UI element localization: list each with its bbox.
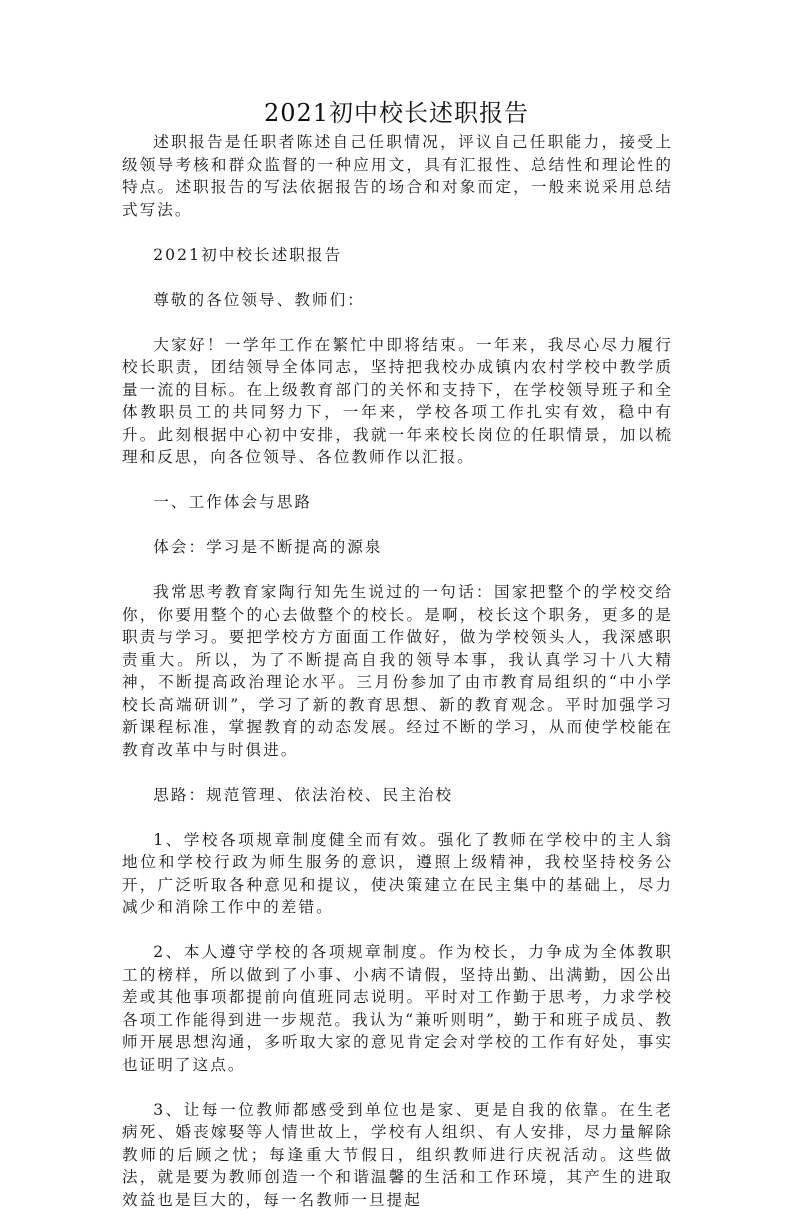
salutation: 尊敬的各位领导、教师们：: [122, 289, 673, 312]
point-2-paragraph: 2、本人遵守学校的各项规章制度。作为校长，力争成为全体教职工的榜样，所以做到了小事、小病不请假，坚持出勤、出满勤，因公出差或其他事项都提前向值班同志说明。平时对工作勤于思考，力求学校各项工作能得到进一步规范。我认为“兼听则明”，勤于和班子成员、教师开展思想沟通，多听取大家的意见肯定会对学校的工作有好处，事实也证明了这点。: [122, 941, 673, 1076]
intro-paragraph: 述职报告是任职者陈述自己任职情况，评议自己任职能力，接受上级领导考核和群众监督的一种应用文，具有汇报性、总结性和理论性的特点。述职报告的写法依据报告的场合和对象而定，一般来说采用总结式写法。: [122, 131, 673, 221]
point-1-paragraph: 1、学校各项规章制度健全而有效。强化了教师在学校中的主人翁地位和学校行政为师生服务的意识，遵照上级精神，我校坚持校务公开，广泛听取各种意见和提议，使决策建立在民主集中的基础上，尽力减少和消除工作中的差错。: [122, 829, 673, 919]
document-title: 2021初中校长述职报告: [0, 97, 793, 129]
section-heading-1: 一、工作体会与思路: [122, 491, 673, 514]
point-3-paragraph: 3、让每一位教师都感受到单位也是家、更是自我的依靠。在生老病死、婚丧嫁娶等人情世故上，学校有人组织、有人安排，尽力量解除教师的后顾之忧；每逢重大节假日，组织教师进行庆祝活动。这些做法，就是要为教师创造一个和谐温馨的生活和工作环境，其产生的进取效益也是巨大的，每一名教师一旦提起: [122, 1099, 673, 1211]
opening-paragraph: 大家好！一学年工作在繁忙中即将结束。一年来，我尽心尽力履行校长职责，团结领导全体同志，坚持把我校办成镇内农村学校中教学质量一流的目标。在上级教育部门的关怀和支持下，在学校领导班子和全体教职员工的共同努力下，一年来，学校各项工作扎实有效，稳中有升。此刻根据中心初中安排，我就一年来校长岗位的任职情景，加以梳理和反思，向各位领导、各位教师作以汇报。: [122, 334, 673, 469]
subtitle-line: 2021初中校长述职报告: [122, 244, 673, 267]
experience-paragraph: 我常思考教育家陶行知先生说过的一句话：国家把整个的学校交给你，你要用整个的心去做整个的校长。是啊，校长这个职务，更多的是职责与学习。要把学校方方面面工作做好，做为学校领头人，我深感职责重大。所以，为了不断提高自我的领导本事，我认真学习十八大精神，不断提高政治理论水平。三月份参加了由市教育局组织的“中小学校长高端研训”，学习了新的教育思想、新的教育观念。平时加强学习新课程标准，掌握教育的动态发展。经过不断的学习，从而使学校能在教育改革中与时俱进。: [122, 581, 673, 761]
subheading-approach: 思路：规范管理、依法治校、民主治校: [122, 784, 673, 807]
document-body: [122, 131, 673, 1211]
subheading-experience: 体会：学习是不断提高的源泉: [122, 536, 673, 559]
